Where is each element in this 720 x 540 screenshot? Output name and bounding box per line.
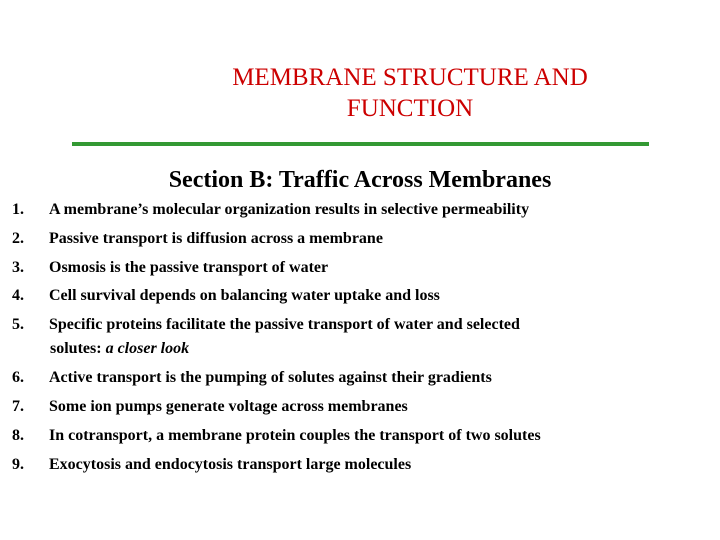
topic-number: 4. bbox=[12, 287, 24, 305]
topic-list bbox=[12, 196, 712, 479]
topic-text: Osmosis is the passive transport of water bbox=[49, 258, 329, 276]
topic-text: Some ion pumps generate voltage across membranes bbox=[49, 397, 408, 415]
topic-number: 3. bbox=[12, 258, 24, 276]
topic-number: 6. bbox=[12, 369, 24, 387]
slide-title bbox=[190, 62, 630, 124]
topic-item-5 bbox=[12, 311, 712, 364]
topic-text: Specific proteins facilitate the passive transport of water and selected bbox=[49, 316, 520, 334]
slide-title-line-1: MEMBRANE STRUCTURE AND bbox=[232, 64, 588, 91]
slide-title-line-2: FUNCTION bbox=[346, 95, 474, 122]
topic-item-2 bbox=[12, 225, 712, 254]
topic-item-1 bbox=[12, 196, 712, 225]
topic-emphasis: a closer look bbox=[105, 340, 190, 358]
topic-number: 5. bbox=[12, 316, 24, 334]
topic-text: Passive transport is diffusion across a membrane bbox=[49, 229, 383, 247]
topic-number: 8. bbox=[12, 426, 24, 444]
topic-item-6 bbox=[12, 364, 712, 393]
topic-text-continuation bbox=[49, 337, 712, 361]
topic-number: 2. bbox=[12, 229, 24, 247]
topic-item-4 bbox=[12, 282, 712, 311]
topic-text: Cell survival depends on balancing water uptake and loss bbox=[49, 287, 440, 305]
topic-number: 7. bbox=[12, 397, 24, 415]
topic-number: 1. bbox=[12, 201, 24, 218]
section-heading: Section B: Traffic Across Membranes bbox=[168, 167, 552, 193]
topic-text: Active transport is the pumping of solutes against their gradients bbox=[49, 369, 492, 387]
topic-text: A membrane’s molecular organization results in selective permeability bbox=[49, 201, 530, 218]
topic-item-9 bbox=[12, 451, 712, 480]
title-divider bbox=[72, 142, 649, 146]
topic-text: Exocytosis and endocytosis transport large molecules bbox=[49, 455, 412, 473]
topic-number: 9. bbox=[12, 455, 24, 473]
topic-text-continuation-plain: solutes: bbox=[50, 340, 106, 358]
topic-item-7 bbox=[12, 393, 712, 422]
topic-item-3 bbox=[12, 254, 712, 283]
topic-item-8 bbox=[12, 422, 712, 451]
topic-text: In cotransport, a membrane protein couples the transport of two solutes bbox=[49, 426, 541, 444]
